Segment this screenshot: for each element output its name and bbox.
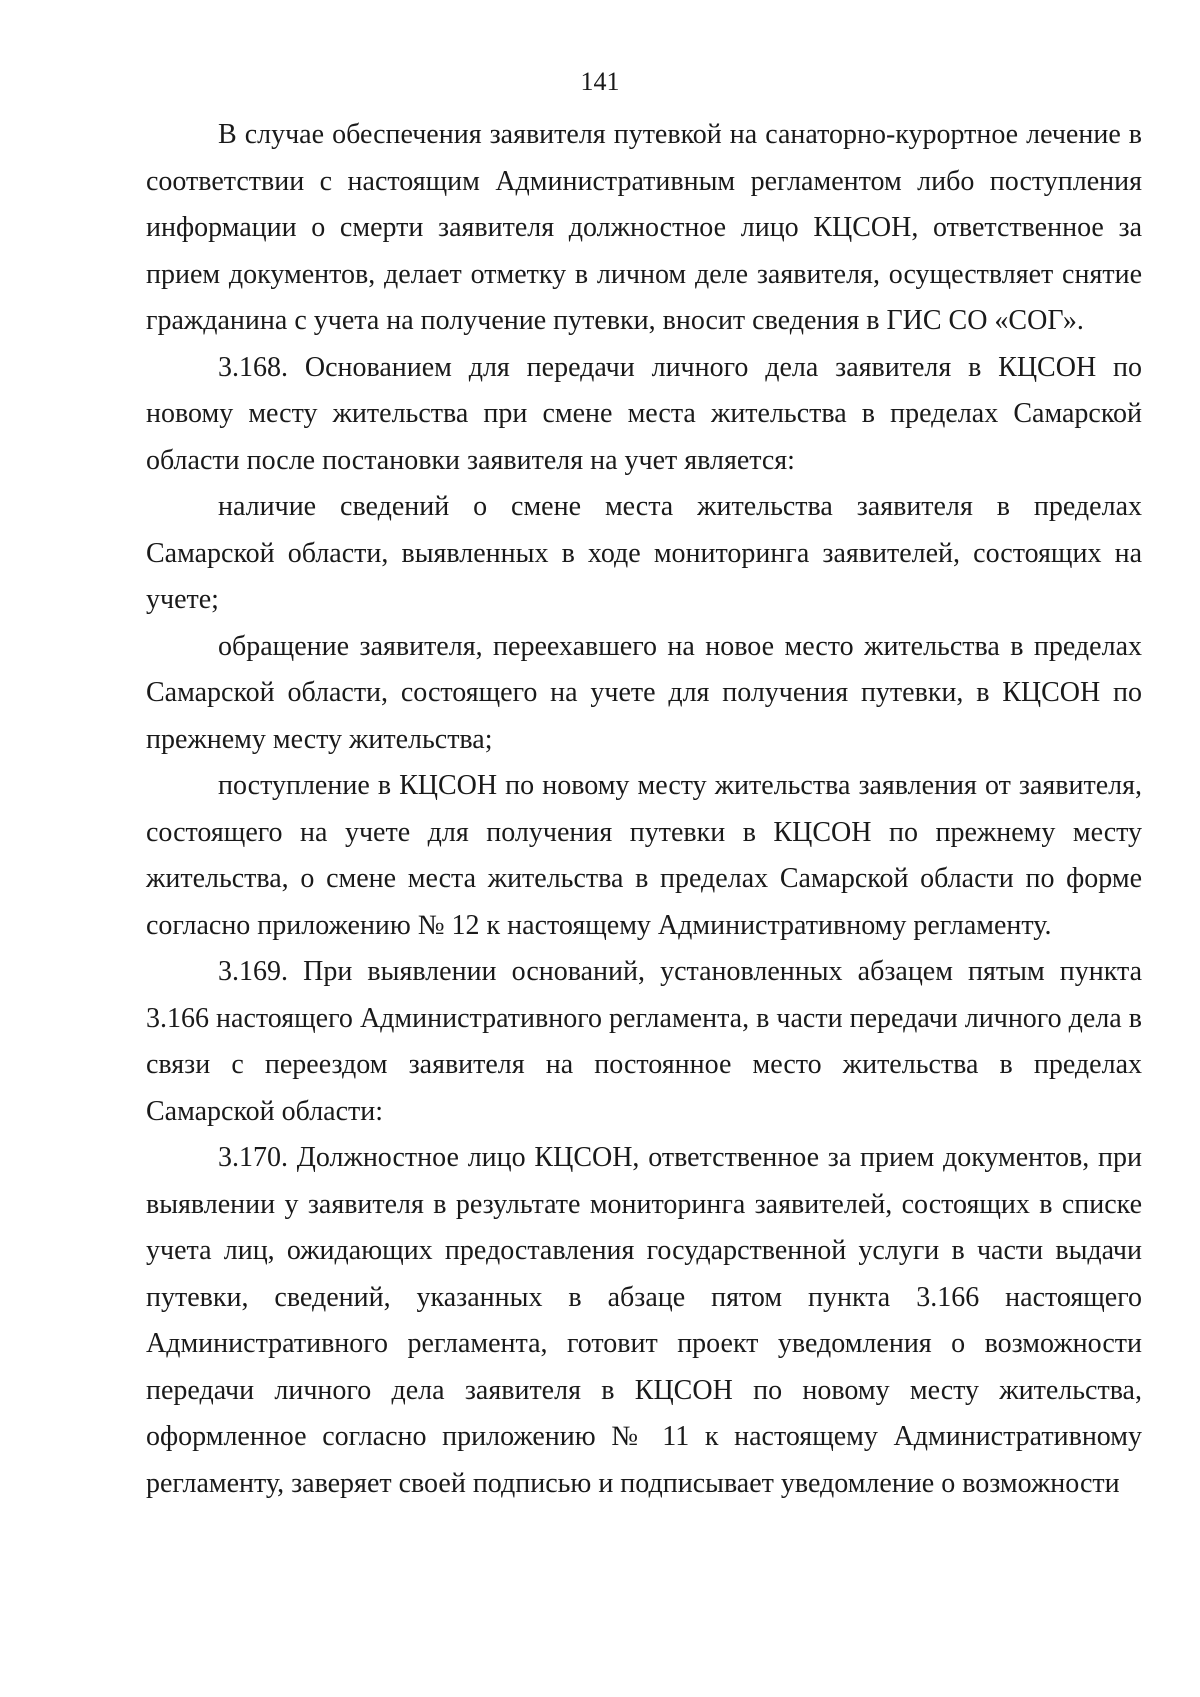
paragraph-treatment-voucher-deregistration: В случае обеспечения заявителя путевкой на санаторно-курортное лечение в соответствии с настоящим Административным регламентом либо поступления информации о смерти заявителя должностное лицо КЦСОН, ответственное за прием документов, делает отметку в личном деле заявителя, осуществляет снятие гражданина с учета на получение путевки, вносит сведения в ГИС СО «СОГ».	[146, 119, 1142, 336]
page-number: 141	[580, 67, 620, 96]
document-body	[146, 112, 1142, 1507]
paragraph-applicant-appeal: обращение заявителя, переехавшего на новое место жительства в пределах Самарской области, состоящего на учете для получения путевки, в КЦСОН по прежнему месту жительства;	[146, 630, 1142, 755]
paragraph-3-169: 3.169. При выявлении оснований, установленных абзацем пятым пункта 3.166 настоящего Административного регламента, в части передачи личного дела в связи с переездом заявителя на постоянное место жительства в пределах Самарской области:	[146, 956, 1142, 1127]
paragraph-monitoring-info: наличие сведений о смене места жительства заявителя в пределах Самарской области, выявленных в ходе мониторинга заявителей, состоящих на учете;	[146, 491, 1142, 615]
paragraph-application-receipt: поступление в КЦСОН по новому месту жительства заявления от заявителя, состоящего на учете для получения путевки в КЦСОН по прежнему месту жительства, о смене места жительства в пределах Самарской области по форме согласно приложению № 12 к настоящему Административному регламенту.	[146, 770, 1142, 941]
paragraph-3-170: 3.170. Должностное лицо КЦСОН, ответственное за прием документов, при выявлении у заявителя в результате мониторинга заявителей, состоящих в списке учета лиц, ожидающих предоставления государственной услуги в части выдачи путевки, сведений, указанных в абзаце пятом пункта 3.166 настоящего Административного регламента, готовит проект уведомления о возможности передачи личного дела заявителя в КЦСОН по новому месту жительства, оформленное согласно приложению № 11 к настоящему Административному регламенту, заверяет своей подписью и подписывает уведомление о возможности	[146, 1142, 1142, 1499]
paragraph-3-168: 3.168. Основанием для передачи личного дела заявителя в КЦСОН по новому месту жительства при смене места жительства в пределах Самарской области после постановки заявителя на учет является:	[146, 351, 1142, 476]
